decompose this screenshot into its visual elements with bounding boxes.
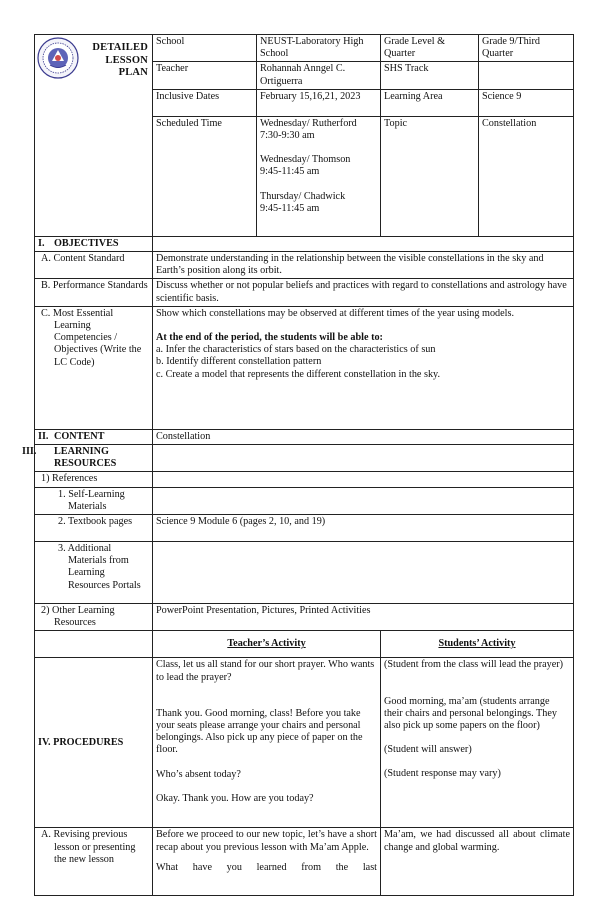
melc-value [153,306,574,429]
content-standard-value: Demonstrate understanding in the relationship between the visible constellations in the sky and Earth’s position along its orbit. [153,252,574,279]
revising-label: A. Revising previous lesson or presenting the new lesson [35,828,153,896]
teacher-line: Okay. Thank you. How are you today? [156,792,314,804]
objective-item: a. Infer the characteristics of stars based on the characteristics of sun [156,344,436,356]
school-label: School [153,35,257,62]
objectives-heading [35,236,153,251]
grade-label: Grade Level & Quarter [381,35,479,62]
content-heading [35,429,153,444]
section-title: OBJECTIVES [54,237,119,249]
performance-standard-value: Discuss whether or not popular beliefs and practices with regard to constellations and astrology have scientific basis. [153,279,574,306]
teacher-value: Rohannah Anngel C. Ortiguerra [257,62,381,89]
textbook-label: 2. Textbook pages [35,515,153,542]
dates-value: February 15,16,21, 2023 [257,89,381,116]
sched-label: Scheduled Time [153,116,257,236]
sched-line: Wednesday/ Thomson [260,154,351,166]
school-value: NEUST-Laboratory High School [257,35,381,62]
sched-line: Thursday/ Chadwick [260,190,346,202]
objectives-intro: At the end of the period, the students will be able to: [156,332,383,344]
sched-line: 9:45-11:45 am [260,202,320,214]
section-title: CONTENT [54,430,105,442]
student-line: (Student from the class will lead the prayer) [384,659,564,671]
revising-teacher-cell [153,828,381,896]
deped-seal-icon [37,37,79,79]
area-label: Learning Area [381,89,479,116]
content-standard-label: A. Content Standard [35,252,153,279]
title-line: DETAILED [92,42,148,53]
dates-label: Inclusive Dates [153,89,257,116]
student-activity-header: Students’ Activity [381,631,574,658]
header-logo-cell [35,35,153,237]
lesson-plan-page [22,34,573,896]
slm-label: 1. Self-Learning Materials [35,487,153,514]
track-value [479,62,574,89]
other-resources-label: 2) Other Learning Resources [35,604,153,631]
sched-line: Wednesday/ Rutherford [260,117,357,129]
area-value: Science 9 [479,89,574,116]
teacher-line: Thank you. Good morning, class! Before you take your seats please arrange your chairs and personal belongings. Also pick up any piece of paper on the floor. [156,707,363,756]
sched-line: 7:30-9:30 am [260,130,315,142]
content-value: Constellation [153,429,574,444]
title-line: LESSON [105,54,148,66]
revising-student-cell: Ma’am, we had discussed all about climate change and global warming. [381,828,574,896]
procedures-student-cell [381,658,574,828]
resources-heading [22,445,153,472]
topic-value: Constellation [479,116,574,236]
teacher-label: Teacher [153,62,257,89]
melc-label: C. Most Essential Learning Competencies / Objectives (Write the LC Code) [35,306,153,429]
grade-value: Grade 9/Third Quarter [479,35,574,62]
sched-value [257,116,381,236]
track-label: SHS Track [381,62,479,89]
other-resources-value: PowerPoint Presentation, Pictures, Printed Activities [153,604,574,631]
melc-text: Show which constellations may be observed at different times of the year using models. [156,307,514,319]
references-label: 1) References [35,472,153,487]
section-title: LEARNING RESOURCES [54,446,117,470]
lesson-plan-table [22,34,574,896]
teacher-line: Who’s absent today? [156,768,241,780]
section-number: II. [38,430,49,442]
section-number: III. [22,446,37,458]
textbook-value: Science 9 Module 6 (pages 2, 10, and 19) [153,515,574,542]
teacher-line: What have you learned from the last [156,861,377,873]
teacher-line: Before we proceed to our new topic, let’s have a short recap about you previous lesson with Ma’am Apple. [156,829,377,853]
title-line: PLAN [118,67,148,78]
sched-line: 9:45-11:45 am [260,166,320,178]
objective-item: b. Identify different constellation pattern [156,356,322,368]
performance-standard-label: B. Performance Standards [35,279,153,306]
teacher-activity-header: Teacher’s Activity [153,631,381,658]
topic-label: Topic [381,116,479,236]
section-number: I. [38,237,45,249]
additional-materials-label: 3. Additional Materials from Learning Resources Portals [35,542,153,604]
student-line: (Student response may vary) [384,768,501,780]
procedures-heading: IV. PROCEDURES [35,658,153,828]
procedures-teacher-cell [153,658,381,828]
student-line: Good morning, ma’am (students arrange their chairs and personal belongings. They also pick up some papers on the floor) [384,695,557,732]
teacher-line: Class, let us all stand for our short prayer. Who wants to lead the prayer? [156,659,375,683]
student-line: (Student will answer) [384,744,472,756]
objective-item: c. Create a model that represents the different constellation in the sky. [156,368,441,380]
